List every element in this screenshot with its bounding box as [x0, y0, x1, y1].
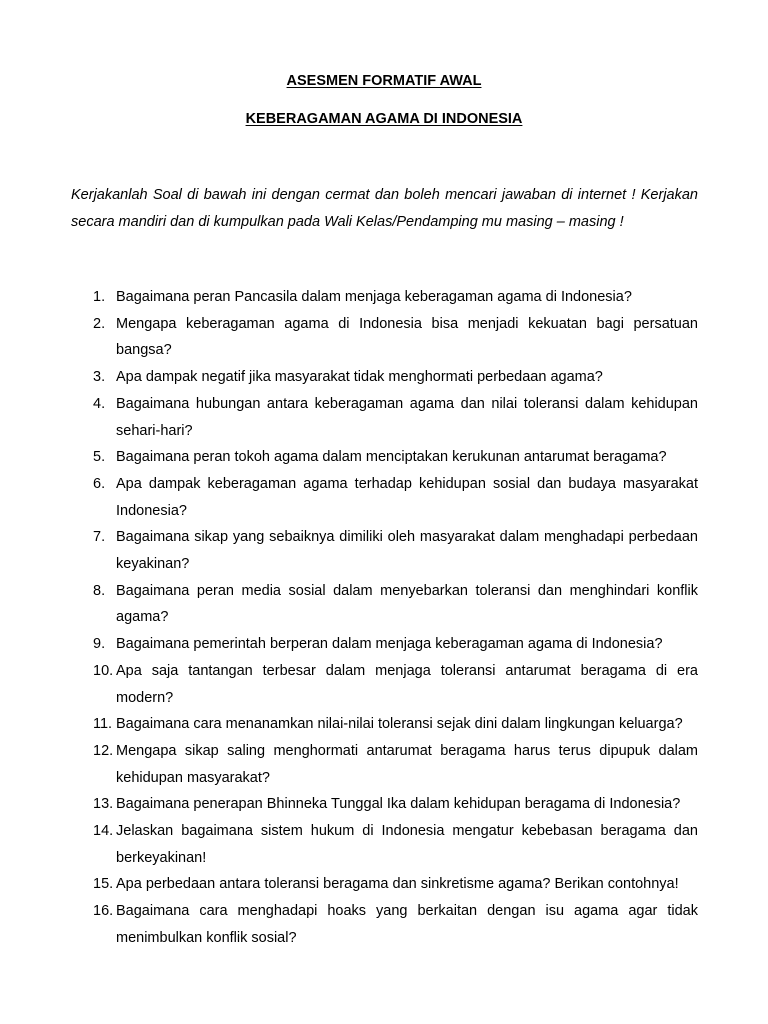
question-number: 6.: [93, 475, 106, 492]
question-text: Bagaimana peran tokoh agama dalam menciptakan kerukunan antarumat beragama?: [116, 449, 667, 466]
question-text: Bagaimana penerapan Bhinneka Tunggal Ika dalam kehidupan beragama di Indonesia?: [116, 796, 681, 813]
question-item-14: [71, 818, 698, 871]
question-text: Bagaimana cara menghadapi hoaks yang berkaitan dengan isu agama agar tidak menimbulkan konflik sosial?: [116, 903, 698, 946]
question-item-13: [71, 791, 698, 818]
question-text: Mengapa sikap saling menghormati antarumat beragama harus terus dipupuk dalam kehidupan masyarakat?: [116, 742, 698, 786]
question-item-6: [71, 471, 698, 524]
instructions-text: Kerjakanlah Soal di bawah ini dengan cermat dan boleh mencari jawaban di internet ! Kerjakan secara mandiri dan di kumpulkan pada Wali Kelas/Pendamping mu masing – masing !: [71, 187, 698, 230]
question-item-8: [71, 578, 698, 631]
question-number: 9.: [93, 636, 106, 653]
question-text: Apa dampak keberagaman agama terhadap kehidupan sosial dan budaya masyarakat Indonesia?: [116, 475, 698, 519]
question-number: 3.: [93, 369, 106, 386]
question-number: 14.: [93, 823, 114, 840]
question-text: Apa saja tantangan terbesar dalam menjaga toleransi antarumat beragama di era modern?: [116, 662, 698, 706]
question-item-10: [71, 658, 698, 711]
question-item-11: [71, 711, 698, 738]
question-number: 12.: [93, 742, 114, 759]
question-item-3: [71, 364, 698, 391]
question-item-4: [71, 391, 698, 444]
question-text: Jelaskan bagaimana sistem hukum di Indonesia mengatur kebebasan beragama dan berkeyakinan!: [116, 823, 698, 866]
question-number: 10.: [93, 662, 114, 679]
question-number: 5.: [93, 449, 106, 466]
question-text: Bagaimana hubungan antara keberagaman agama dan nilai toleransi dalam kehidupan sehari-hari?: [116, 395, 698, 439]
question-item-2: [71, 311, 698, 364]
question-number: 8.: [93, 582, 106, 599]
question-text: Bagaimana sikap yang sebaiknya dimiliki oleh masyarakat dalam menghadapi perbedaan keyakinan?: [116, 529, 698, 573]
question-item-16: [71, 898, 698, 951]
question-number: 1.: [93, 289, 106, 305]
question-text: Bagaimana peran media sosial dalam menyebarkan toleransi dan menghindari konflik agama?: [116, 582, 698, 626]
question-number: 7.: [93, 529, 106, 546]
question-list: [71, 284, 698, 952]
question-item-1: [71, 284, 698, 311]
question-text: Bagaimana pemerintah berperan dalam menjaga keberagaman agama di Indonesia?: [116, 636, 663, 653]
question-number: 4.: [93, 395, 106, 412]
question-number: 15.: [93, 876, 114, 893]
question-number: 2.: [93, 315, 106, 332]
question-item-9: [71, 631, 698, 658]
question-text: Apa dampak negatif jika masyarakat tidak menghormati perbedaan agama?: [116, 369, 603, 386]
question-number: 13.: [93, 796, 114, 813]
question-text: Apa perbedaan antara toleransi beragama dan sinkretisme agama? Berikan contohnya!: [116, 876, 679, 893]
question-text: Mengapa keberagaman agama di Indonesia bisa menjadi kekuatan bagi persatuan bangsa?: [116, 315, 698, 359]
question-text: Bagaimana cara menanamkan nilai-nilai toleransi sejak dini dalam lingkungan keluarga?: [116, 716, 683, 733]
question-item-15: [71, 871, 698, 898]
question-item-7: [71, 524, 698, 577]
document-title: ASESMEN FORMATIF AWAL: [286, 73, 482, 89]
question-item-12: [71, 738, 698, 791]
question-number: 16.: [93, 903, 114, 920]
question-text: Bagaimana peran Pancasila dalam menjaga keberagaman agama di Indonesia?: [116, 289, 632, 305]
document-subtitle: KEBERAGAMAN AGAMA DI INDONESIA: [245, 111, 523, 127]
question-number: 11.: [93, 716, 113, 733]
question-item-5: [71, 444, 698, 471]
